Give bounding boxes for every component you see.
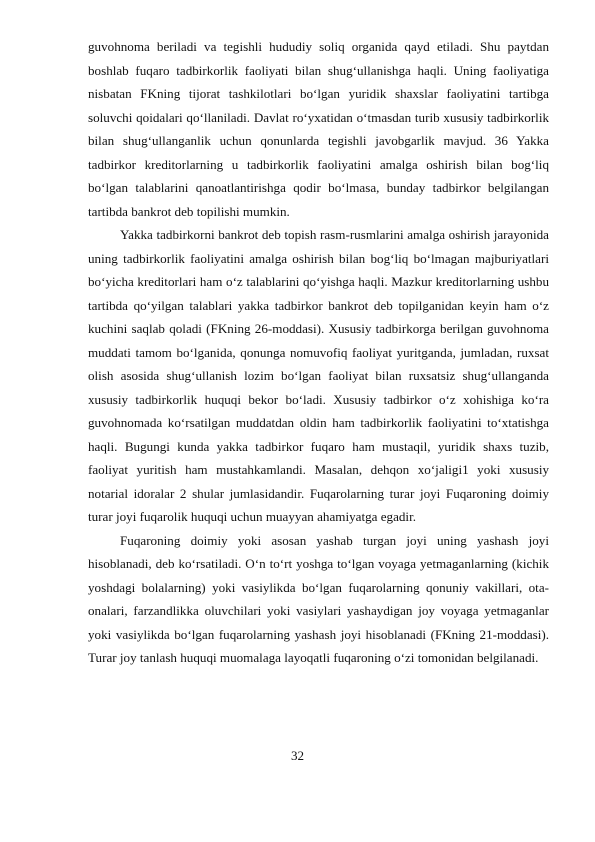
paragraph-1: guvohnoma beriladi va tegishli hududiy soliq organida qayd etiladi. Shu paytdan boshlab fuqaro tadbirkorlik faoliyati bilan shug‘ullanishga haqli. Uning faoliyatiga nisbatan FKning tijorat tashkilotlari bo‘lgan yuridik shaxslar faoliyatini tartibga soluvchi qoidalari qo‘llaniladi. Davlat ro‘yxatidan o‘tmasdan turib xususiy tadbirkorlik bilan shug‘ullanganlik uchun qonunlarda tegishli javobgarlik mavjud. 36 Yakka tadbirkor kreditorlarning u tadbirkorlik faoliyatini amalga oshirish bilan bog‘liq bo‘lgan talablarini qanoatlantirishga qodir bo‘lmasa, bunday tadbirkor belgilangan tartibda bankrot deb topilishi mumkin.	[88, 39, 549, 219]
paragraph-3: Fuqaroning doimiy yoki asosan yashab turgan joyi uning yashash joyi hisoblanadi, deb ko‘rsatiladi. O‘n to‘rt yoshga to‘lgan voyaga yetmaganlarning (kichik yoshdagi bolalarning) yoki vasiylikda bo‘lgan fuqarolarning qonuniy vakillari, ota-onalari, farzandlikka oluvchilari yoki vasiylari yashaydigan joy voyaga yetmaganlar yoki vasiylikda bo‘lgan fuqarolarning yashash joyi hisoblanadi (FKning 21-moddasi). Turar joy tanlash huquqi muomalaga layoqatli fuqaroning o‘zi tomonidan belgilanadi.	[88, 532, 549, 665]
body-text	[88, 35, 549, 670]
paragraph-2: Yakka tadbirkorni bankrot deb topish rasm-rusmlarini amalga oshirish jarayonida uning tadbirkorlik faoliyatini amalga oshirish bilan bog‘liq bo‘lmagan majburiyatlari bo‘yicha kreditorlari ham o‘z talablarini qo‘yishga haqli. Mazkur kreditorlarning ushbu tartibda qo‘yilgan talablari yakka tadbirkor bankrot deb topilganidan keyin ham o‘z kuchini saqlab qoladi (FKning 26-moddasi). Xususiy tadbirkorga berilgan guvohnoma muddati tamom bo‘lganida, qonunga nomuvofiq faoliyat yuritganda, jumladan, ruxsat olish asosida shug‘ullanish lozim bo‘lgan faoliyat bilan ruxsatsiz shug‘ullanganda xususiy tadbirkorlik huquqi bekor bo‘ladi. Xususiy tadbirkor o‘z xohishiga ko‘ra guvohnomada ko‘rsatilgan muddatdan oldin ham tadbirkorlik faoliyatini to‘xtatishga haqli. Bugungi kunda yakka tadbirkor fuqaro ham mustaqil, yuridik shaxs tuzib, faoliyat yuritish ham mustahkamlandi. Masalan, dehqon xo‘jaligi1 yoki xususiy notarial idoralar 2 shular jumlasidandir. Fuqarolarning turar joyi Fuqaroning doimiy turar joyi fuqarolik huquqi uchun muayyan ahamiyatga egadir.	[88, 227, 549, 524]
page-number: 32	[290, 748, 305, 763]
